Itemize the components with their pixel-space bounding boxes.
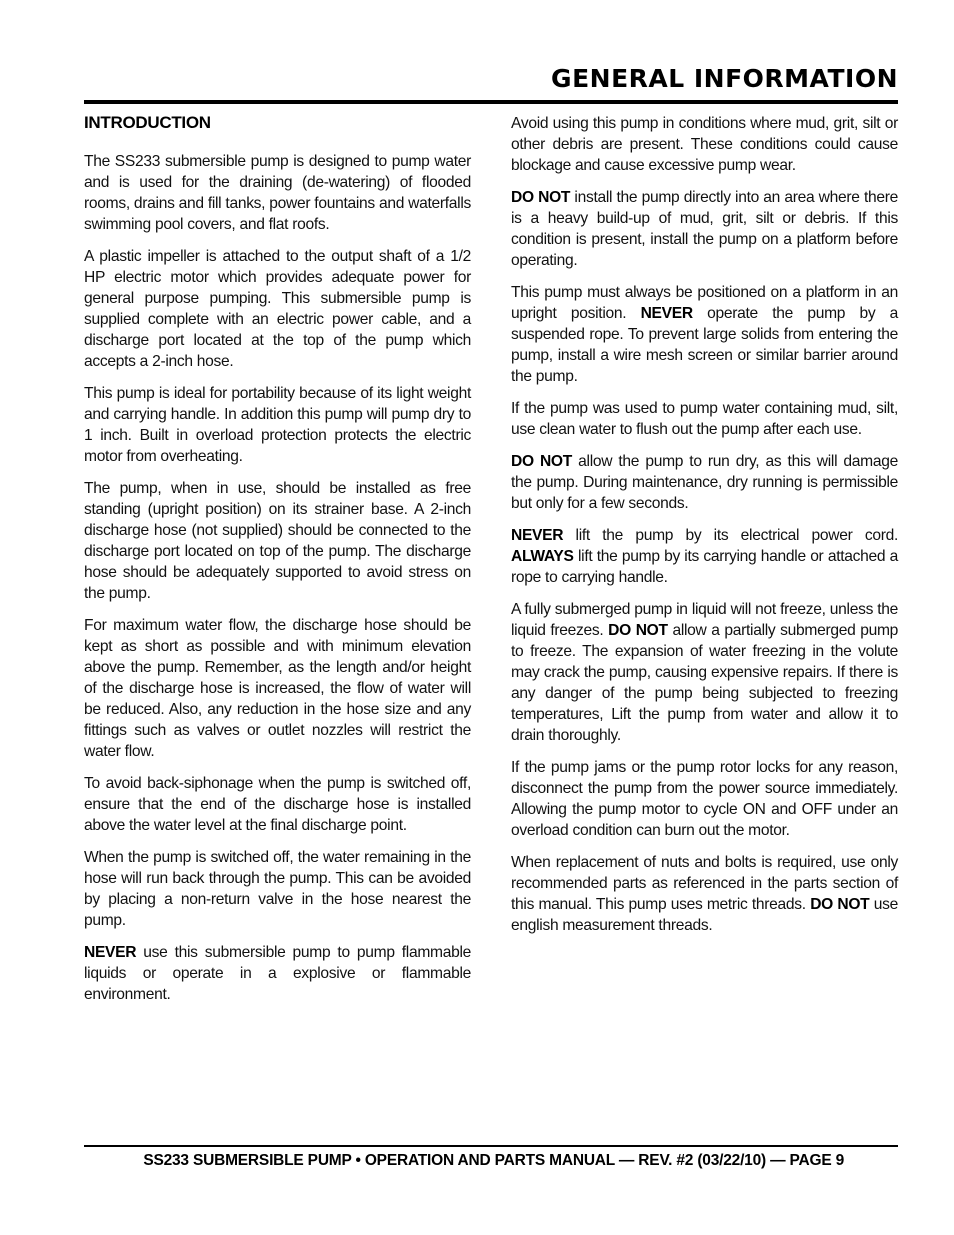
section-heading-introduction: INTRODUCTION (84, 113, 211, 132)
paragraph: DO NOT install the pump directly into an area where there is a heavy build-up of mud, grit, silt or debris. If this condition is present, install the pump on a platform before operating. (511, 189, 898, 269)
paragraph: If the pump was used to pump water containing mud, silt, use clean water to flush out the pump after each use. (511, 400, 898, 438)
emphasis-do-not: DO NOT (810, 896, 870, 913)
paragraph: For maximum water flow, the discharge hose should be kept as short as possible and with minimum elevation above the pump. Remember, as the length and/or height of the discharge hose is increased, the flow of water will be reduced. Also, any reduction in the hose size and any fittings such as valves or outlet nozzles will restrict the water flow. (84, 617, 471, 760)
page-title: GENERAL INFORMATION (551, 64, 898, 93)
paragraph: This pump must always be positioned on a platform in an upright position. NEVER operate the pump by a suspended rope. To prevent large solids from entering the pump, install a wire mesh screen or similar barrier around the pump. (511, 284, 899, 385)
left-column (84, 113, 471, 1016)
emphasis-do-not: DO NOT (511, 453, 572, 470)
paragraph: If the pump jams or the pump rotor locks for any reason, disconnect the pump from the power source immediately. Allowing the pump motor to cycle ON and OFF under an overload condition can burn out the motor. (511, 759, 898, 839)
paragraph: NEVER use this submersible pump to pump flammable liquids or operate in a explosive or flammable environment. (84, 944, 471, 1003)
paragraph: NEVER lift the pump by its electrical power cord. ALWAYS lift the pump by its carrying handle or attached a rope to carrying handle. (511, 527, 898, 586)
emphasis-do-not: DO NOT (511, 189, 571, 206)
emphasis-never: NEVER (84, 944, 137, 961)
paragraph: Avoid using this pump in conditions where mud, grit, silt or other debris are present. These conditions could cause blockage and cause excessive pump wear. (511, 115, 898, 174)
paragraph: A plastic impeller is attached to the output shaft of a 1/2 HP electric motor which provides adequate power for general purpose pumping. This submersible pump is supplied complete with an electric power cable, and a discharge port located at the top of the pump which accepts a 2-inch hose. (84, 248, 471, 370)
page-footer: SS233 SUBMERSIBLE PUMP • OPERATION AND PARTS MANUAL — REV. #2 (03/22/10) — PAGE 9 (143, 1152, 844, 1169)
paragraph: The pump, when in use, should be installed as free standing (upright position) on its strainer base. A 2-inch discharge hose (not supplied) should be connected to the discharge port located on top of the pump. The discharge hose should be adequately supported to avoid stress on the pump. (84, 480, 471, 602)
paragraph: This pump is ideal for portability because of its light weight and carrying handle. In addition this pump will pump dry to 1 inch. Built in overload protection protects the electric motor from overheating. (84, 385, 471, 465)
footer-divider (84, 1145, 898, 1147)
emphasis-never: NEVER (511, 527, 564, 544)
title-divider (84, 100, 898, 104)
paragraph: To avoid back-siphonage when the pump is switched off, ensure that the end of the discharge hose is installed above the water level at the final discharge point. (84, 775, 471, 834)
paragraph: When replacement of nuts and bolts is required, use only recommended parts as referenced in the parts section of this manual. This pump uses metric threads. DO NOT use english measurement threads. (511, 854, 898, 934)
paragraph: DO NOT allow the pump to run dry, as this will damage the pump. During maintenance, dry running is permissible but only for a few seconds. (511, 453, 898, 512)
emphasis-do-not: DO NOT (608, 622, 668, 639)
right-column (511, 113, 898, 947)
paragraph: The SS233 submersible pump is designed to pump water and is used for the draining (de-watering) of flooded rooms, drains and fill tanks, power fountains and waterfalls swimming pool covers, and flat roofs. (84, 153, 471, 233)
emphasis-never: NEVER (640, 305, 693, 322)
paragraph: A fully submerged pump in liquid will not freeze, unless the liquid freezes. DO NOT allow a partially submerged pump to freeze. The expansion of water freezing in the volute may crack the pump, causing expensive repairs. If there is any danger of the pump being subjected to freezing temperatures, Lift the pump from water and allow it to drain thoroughly. (511, 601, 899, 744)
emphasis-always: ALWAYS (511, 548, 574, 565)
paragraph: When the pump is switched off, the water remaining in the hose will run back through the pump. This can be avoided by placing a non-return valve in the hose nearest the pump. (84, 849, 471, 929)
